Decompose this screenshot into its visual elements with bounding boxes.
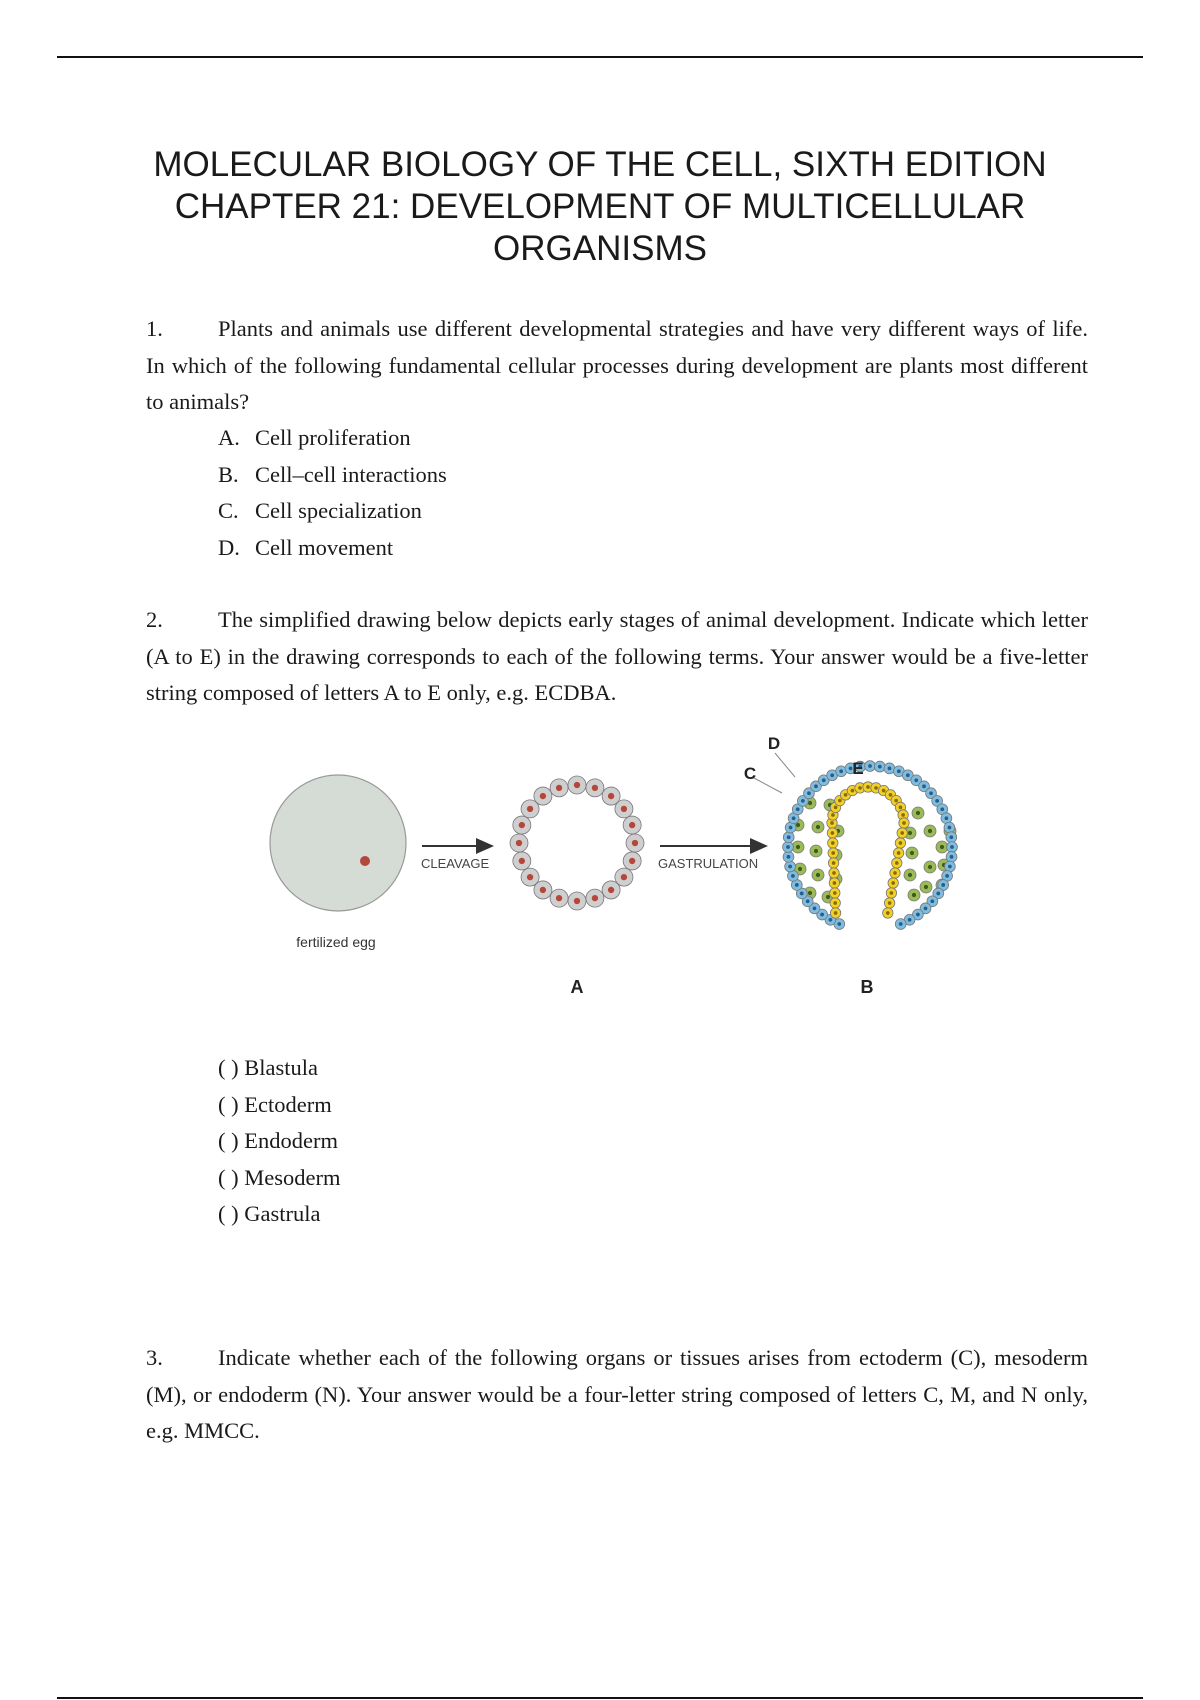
egg-label: fertilized egg bbox=[296, 934, 376, 950]
title-line-2: CHAPTER 21: DEVELOPMENT OF MULTICELLULAR bbox=[174, 187, 1026, 226]
pointer-d bbox=[775, 753, 795, 777]
question-number: 1. bbox=[146, 316, 163, 341]
endoderm-cell bbox=[830, 908, 840, 918]
option-letter: D. bbox=[218, 534, 240, 560]
answer-blank: ( ) bbox=[218, 1091, 239, 1117]
endoderm-cell bbox=[895, 838, 905, 848]
endoderm-cell bbox=[890, 868, 900, 878]
ectoderm-cell bbox=[865, 761, 876, 772]
gastrulation-label: GASTRULATION bbox=[658, 856, 759, 871]
label-c: C bbox=[743, 764, 757, 783]
ectoderm-cell bbox=[944, 822, 955, 833]
endoderm-cell bbox=[830, 898, 840, 908]
development-diagram bbox=[250, 735, 1010, 1005]
endoderm-cell bbox=[893, 848, 903, 858]
answer-blank: ( ) bbox=[218, 1201, 239, 1226]
mesoderm-cell bbox=[924, 825, 936, 837]
top-rule bbox=[57, 56, 1143, 58]
endoderm-cell bbox=[899, 818, 909, 828]
blastomere-cell bbox=[623, 852, 641, 870]
option-a bbox=[218, 420, 447, 457]
ectoderm-cell bbox=[783, 842, 794, 853]
endoderm-cell bbox=[827, 828, 837, 838]
endoderm-cell bbox=[888, 878, 898, 888]
ectoderm-cell bbox=[783, 832, 794, 843]
term-ectoderm bbox=[218, 1087, 340, 1124]
term-mesoderm bbox=[218, 1160, 340, 1197]
endoderm-cell bbox=[828, 838, 838, 848]
label-b: B bbox=[860, 977, 874, 997]
endoderm-cell bbox=[828, 848, 838, 858]
mesoderm-cell bbox=[908, 889, 920, 901]
question-text: Plants and animals use different developmental strategies and have very different ways of life. In which of the following fundamental cellular processes during development are plants most different to animals? bbox=[146, 316, 1088, 414]
answer-blank: ( ) bbox=[218, 1164, 239, 1190]
question-text: The simplified drawing below depicts early stages of animal development. Indicate which letter (A to E) in the drawing corresponds to each of the following terms. Your answer would be a five-letter string composed of letters A to E only, e.g. ECDBA. bbox=[146, 607, 1088, 705]
answer-blank: ( ) bbox=[218, 1055, 239, 1080]
answer-blank: ( ) bbox=[218, 1128, 239, 1153]
endoderm-cell bbox=[883, 908, 893, 918]
option-text: Cell specialization bbox=[255, 498, 422, 523]
gastrula bbox=[783, 761, 958, 930]
blastomere-cell bbox=[568, 776, 586, 794]
option-b bbox=[218, 457, 447, 494]
term-gastrula bbox=[218, 1196, 340, 1233]
label-e: E bbox=[852, 759, 864, 778]
mesoderm-cell bbox=[812, 869, 824, 881]
question-2 bbox=[146, 602, 1088, 712]
blastomere-cell bbox=[586, 889, 604, 907]
option-d bbox=[218, 530, 447, 567]
blastomere-cell bbox=[521, 868, 539, 886]
ectoderm-cell bbox=[874, 761, 885, 772]
egg-nucleus bbox=[360, 856, 370, 866]
blastomere-cell bbox=[534, 787, 552, 805]
label-a: A bbox=[570, 977, 584, 997]
endoderm-cell bbox=[884, 898, 894, 908]
blastula-ring bbox=[510, 776, 644, 910]
endoderm-cell bbox=[828, 858, 838, 868]
question-number: 2. bbox=[146, 607, 163, 632]
blastomere-cell bbox=[550, 889, 568, 907]
option-letter: B. bbox=[218, 461, 239, 487]
endoderm-cell bbox=[829, 878, 839, 888]
blastomere-cell bbox=[513, 852, 531, 870]
option-c bbox=[218, 493, 447, 530]
fertilized-egg bbox=[270, 775, 406, 911]
blastomere-cell bbox=[615, 800, 633, 818]
title-line-3: ORGANISMS bbox=[493, 229, 707, 268]
ectoderm-cell bbox=[947, 842, 958, 853]
option-text: Cell proliferation bbox=[255, 425, 411, 450]
term-text: Gastrula bbox=[244, 1201, 321, 1226]
blastomere-cell bbox=[586, 779, 604, 797]
term-text: Ectoderm bbox=[244, 1091, 332, 1117]
mesoderm-cells bbox=[792, 797, 956, 903]
development-figure bbox=[250, 735, 1010, 1005]
blastomere-cell bbox=[602, 881, 620, 899]
endoderm-cell bbox=[892, 858, 902, 868]
blastomere-cell bbox=[510, 834, 528, 852]
endoderm-cell bbox=[829, 868, 839, 878]
question-1-options bbox=[218, 420, 447, 566]
cleavage-label: CLEAVAGE bbox=[421, 856, 490, 871]
ectoderm-cell bbox=[783, 851, 794, 862]
mesoderm-cell bbox=[924, 861, 936, 873]
blastomere-cell bbox=[626, 834, 644, 852]
term-text: Endoderm bbox=[244, 1128, 338, 1153]
blastomere-cell bbox=[623, 816, 641, 834]
bottom-rule bbox=[57, 1697, 1143, 1699]
option-letter: C. bbox=[218, 498, 239, 523]
ectoderm-cell bbox=[946, 832, 957, 843]
mesoderm-cell bbox=[810, 845, 822, 857]
mesoderm-cell bbox=[904, 869, 916, 881]
ectoderm-cell bbox=[895, 919, 906, 930]
mesoderm-cell bbox=[812, 821, 824, 833]
endoderm-cell bbox=[897, 828, 907, 838]
option-text: Cell movement bbox=[255, 534, 394, 560]
term-text: Mesoderm bbox=[244, 1164, 341, 1190]
pointer-c bbox=[752, 777, 782, 793]
blastomere-cell bbox=[550, 779, 568, 797]
endoderm-cell bbox=[886, 888, 896, 898]
term-endoderm bbox=[218, 1123, 340, 1160]
ectoderm-cell bbox=[946, 851, 957, 862]
mesoderm-cell bbox=[906, 847, 918, 859]
question-text: Indicate whether each of the following organs or tissues arises from ectoderm (C), mesoderm (M), or endoderm (N). Your answer would be a four-letter string composed of letters C, M, and N only, e.g. MMCC. bbox=[146, 1345, 1088, 1443]
term-blastula bbox=[218, 1050, 340, 1087]
label-d: D bbox=[767, 735, 781, 753]
mesoderm-cell bbox=[912, 807, 924, 819]
blastomere-cell bbox=[568, 892, 586, 910]
term-text: Blastula bbox=[244, 1055, 318, 1080]
option-letter: A. bbox=[218, 425, 240, 450]
blastomere-cell bbox=[513, 816, 531, 834]
ectoderm-cell bbox=[785, 861, 796, 872]
mesoderm-cell bbox=[920, 881, 932, 893]
question-2-terms bbox=[218, 1050, 340, 1233]
page-title bbox=[100, 144, 1100, 270]
option-text: Cell–cell interactions bbox=[255, 461, 447, 487]
endoderm-cell bbox=[830, 888, 840, 898]
question-3 bbox=[146, 1340, 1088, 1450]
question-1 bbox=[146, 311, 1088, 421]
question-number: 3. bbox=[146, 1345, 163, 1370]
title-line-1: MOLECULAR BIOLOGY OF THE CELL, SIXTH EDITION bbox=[153, 145, 1047, 184]
